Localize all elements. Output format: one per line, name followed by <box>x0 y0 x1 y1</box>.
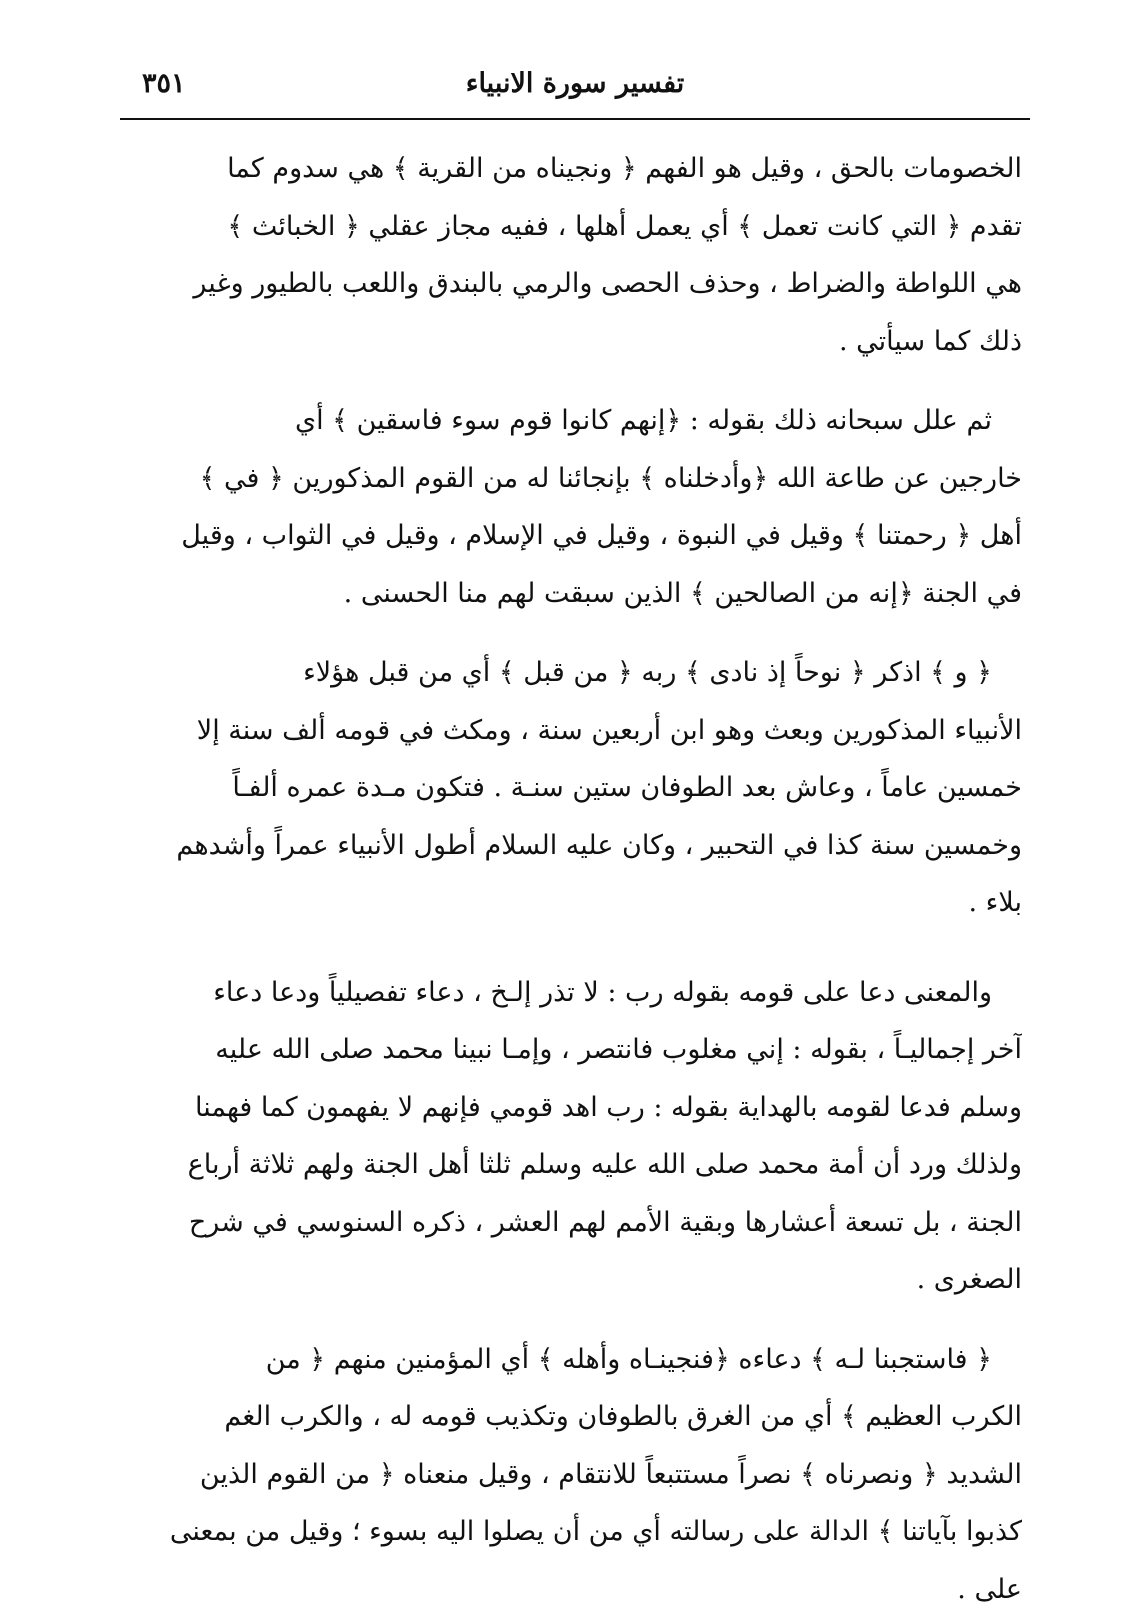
text-line: ثم علل سبحانه ذلك بقوله : ﴿إنهم كانوا قوم سوء فاسقين ﴾ أي <box>130 392 992 450</box>
text-line: وسلم فدعا لقومه بالهداية بقوله : رب اهد قومي فإنهم لا يفهمون كما فهمنا <box>130 1079 1022 1137</box>
running-title: تفسير سورة الانبياء <box>120 68 1030 99</box>
page-body <box>130 140 1022 1618</box>
text-line: في الجنة ﴿إنه من الصالحين ﴾ الذين سبقت لهم منا الحسنى . <box>130 565 1022 623</box>
text-line: على . <box>130 1561 1022 1618</box>
text-line: وخمسين سنة كذا في التحبير ، وكان عليه السلام أطول الأنبياء عمراً وأشدهم <box>130 817 1022 875</box>
text-line: آخر إجماليـاً ، بقوله : إني مغلوب فانتصر ، وإمـا نبينا محمد صلى الله عليه <box>130 1021 1022 1079</box>
text-line: ﴿ و ﴾ اذكر ﴿ نوحاً إذ نادى ﴾ ربه ﴿ من قبل ﴾ أي من قبل هؤلاء <box>130 644 992 702</box>
text-line: تقدم ﴿ التي كانت تعمل ﴾ أي يعمل أهلها ، ففيه مجاز عقلي ﴿ الخبائث ﴾ <box>130 198 1022 256</box>
text-line: ذلك كما سيأتي . <box>130 313 1022 371</box>
paragraph-5-cont <box>130 1388 1022 1618</box>
paragraph-1 <box>130 140 1022 370</box>
text-line: الكرب العظيم ﴾ أي من الغرق بالطوفان وتكذيب قومه له ، والكرب الغم <box>130 1388 1022 1446</box>
text-line: هي اللواطة والضراط ، وحذف الحصى والرمي بالبندق واللعب بالطيور وغير <box>130 255 1022 313</box>
text-line: الجنة ، بل تسعة أعشارها وبقية الأمم لهم العشر ، ذكره السنوسي في شرح <box>130 1194 1022 1252</box>
paragraph-3-cont <box>130 702 1022 932</box>
text-line: ولذلك ورد أن أمة محمد صلى الله عليه وسلم ثلثا أهل الجنة ولهم ثلاثة أرباع <box>130 1136 1022 1194</box>
header-divider <box>120 118 1030 120</box>
text-line: خمسين عاماً ، وعاش بعد الطوفان ستين سنـة . فتكون مـدة عمره ألفـاً <box>130 759 1022 817</box>
page-header <box>120 68 1030 112</box>
text-line: ﴿ فاستجبنا لـه ﴾ دعاءه ﴿فنجينـاه وأهله ﴾ أي المؤمنين منهم ﴿ من <box>130 1331 992 1389</box>
text-line: الخصومات بالحق ، وقيل هو الفهم ﴿ ونجيناه من القرية ﴾ هي سدوم كما <box>130 140 1022 198</box>
text-line: بلاء . <box>130 874 1022 932</box>
paragraph-5 <box>130 1331 1022 1389</box>
text-line: والمعنى دعا على قومه بقوله رب : لا تذر إلـخ ، دعاء تفصيلياً ودعا دعاء <box>130 964 992 1022</box>
paragraph-2 <box>130 392 1022 450</box>
text-line: أهل ﴿ رحمتنا ﴾ وقيل في النبوة ، وقيل في الإسلام ، وقيل في الثواب ، وقيل <box>130 507 1022 565</box>
paragraph-4-cont <box>130 1021 1022 1309</box>
text-line: كذبوا بآياتنا ﴾ الدالة على رسالته أي من أن يصلوا اليه بسوء ؛ وقيل من بمعنى <box>130 1503 1022 1561</box>
paragraph-2-cont <box>130 450 1022 623</box>
paragraph-3 <box>130 644 1022 702</box>
text-line: الصغرى . <box>130 1251 1022 1309</box>
text-line: الأنبياء المذكورين وبعث وهو ابن أربعين سنة ، ومكث في قومه ألف سنة إلا <box>130 702 1022 760</box>
page-number: ٣٥١ <box>142 68 186 99</box>
text-line: خارجين عن طاعة الله ﴿وأدخلناه ﴾ بإنجائنا له من القوم المذكورين ﴿ في ﴾ <box>130 450 1022 508</box>
text-line: الشديد ﴿ ونصرناه ﴾ نصراً مستتبعاً للانتقام ، وقيل منعناه ﴿ من القوم الذين <box>130 1446 1022 1504</box>
paragraph-4 <box>130 964 1022 1022</box>
